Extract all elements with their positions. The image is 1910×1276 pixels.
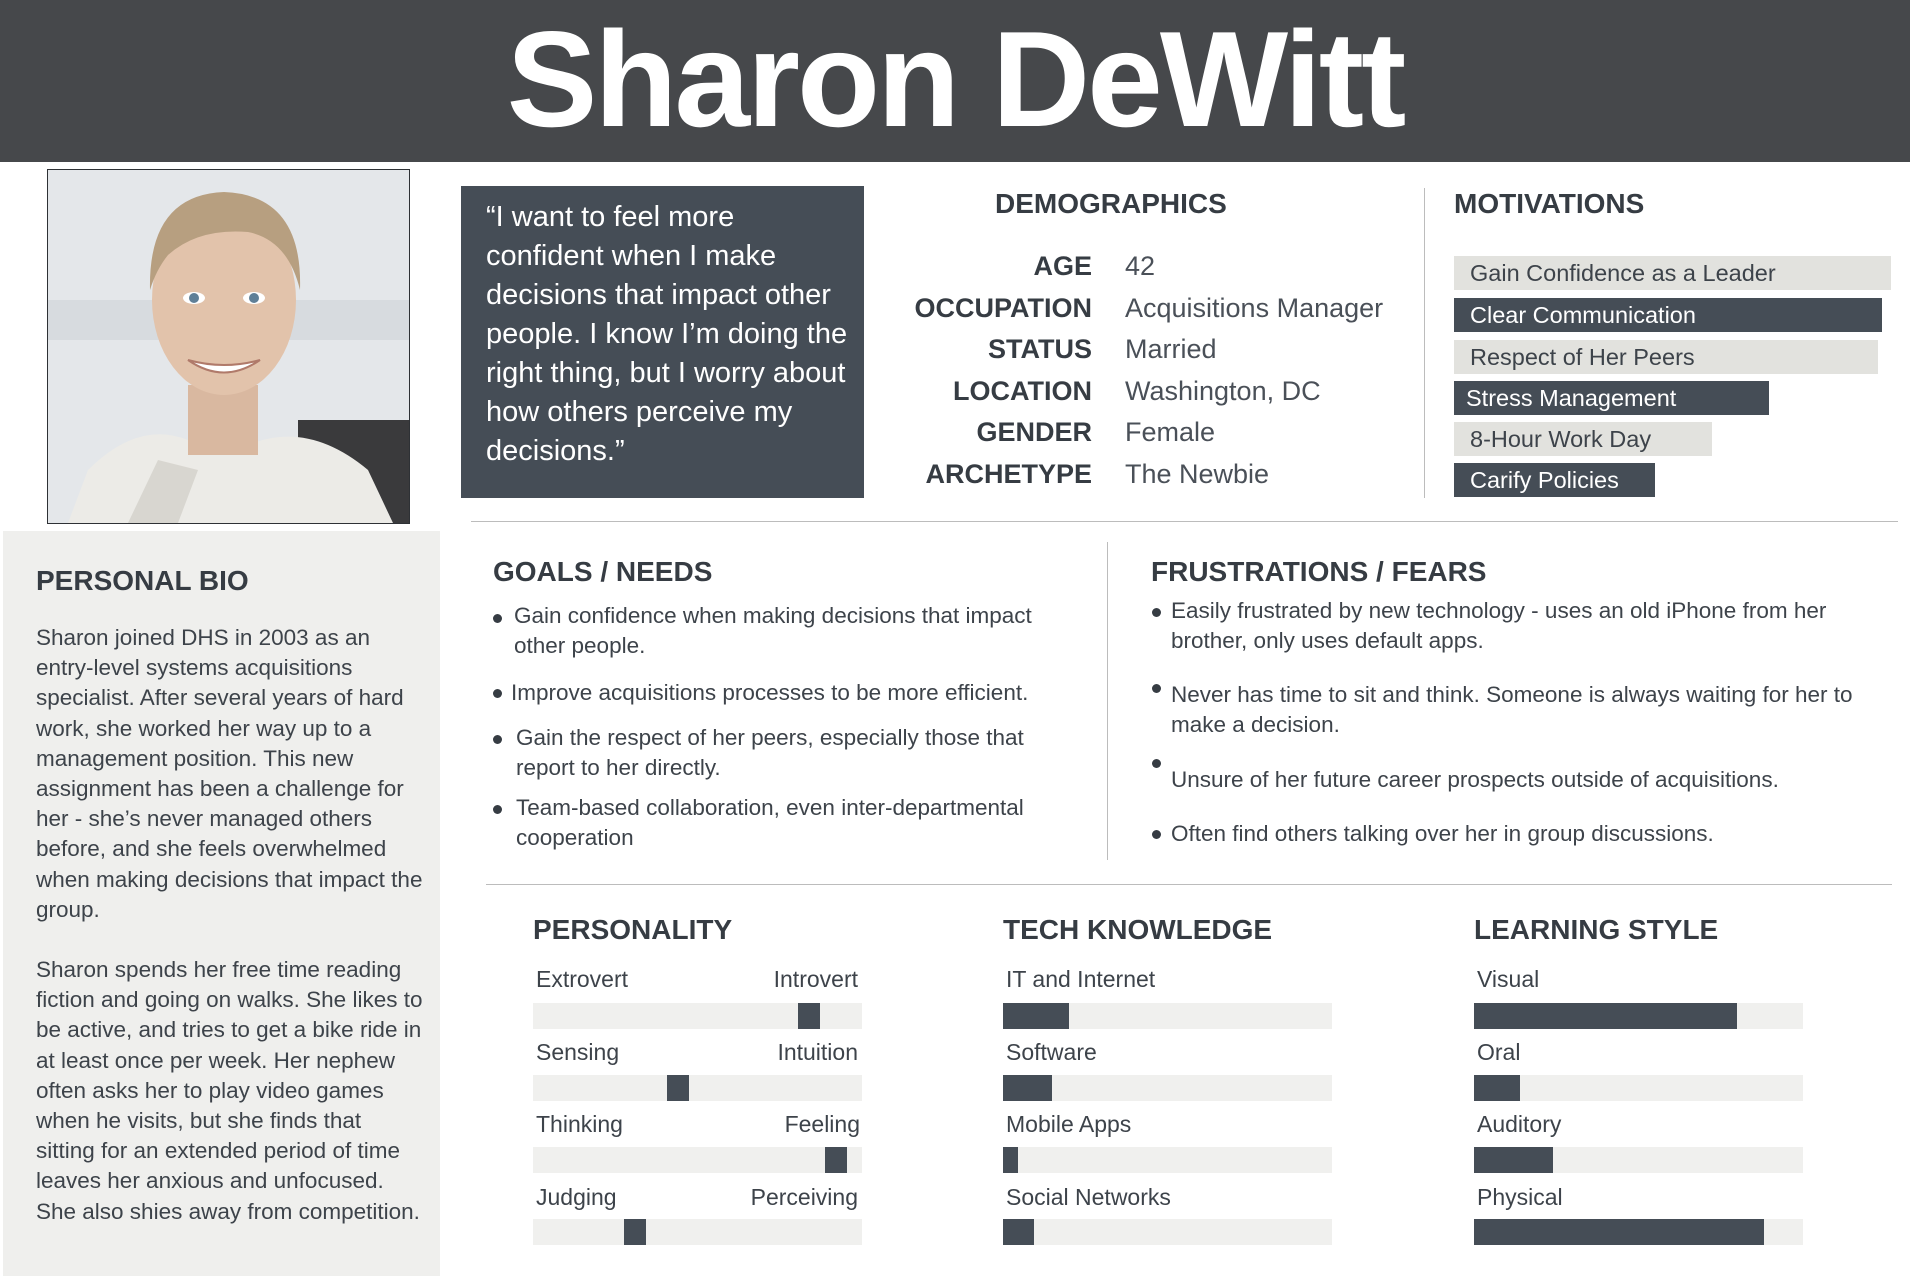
motivations-title: MOTIVATIONS xyxy=(1454,188,1645,219)
demographics-label: LOCATION xyxy=(953,375,1092,406)
tech-track xyxy=(1003,1075,1332,1101)
demographics-row xyxy=(880,329,1420,371)
demographics-row xyxy=(880,454,1420,496)
bullet-icon xyxy=(1152,608,1161,617)
learning-track xyxy=(1474,1147,1803,1173)
personality-marker xyxy=(667,1075,689,1101)
quote-box xyxy=(461,186,864,498)
personality-left-label: Extrovert xyxy=(536,966,629,992)
motivation-bar: Stress Management xyxy=(1454,381,1769,415)
learning-fill xyxy=(1474,1219,1764,1245)
demographics-label: STATUS xyxy=(988,334,1092,365)
demographics-value: Married xyxy=(1125,334,1217,365)
bullet-icon xyxy=(1152,684,1161,693)
bullet-icon xyxy=(493,735,502,744)
personality-marker xyxy=(798,1003,820,1029)
bullet-icon xyxy=(493,689,502,698)
demographics-title: DEMOGRAPHICS xyxy=(995,188,1227,219)
learning-track xyxy=(1474,1075,1803,1101)
bio-title: PERSONAL BIO xyxy=(36,565,249,596)
personal-bio-panel xyxy=(3,531,440,1276)
frustrations-title: FRUSTRATIONS / FEARS xyxy=(1151,556,1487,587)
demographics-value: Female xyxy=(1125,417,1216,448)
demographics-value: The Newbie xyxy=(1125,458,1270,489)
personality-title: PERSONALITY xyxy=(533,914,733,945)
learning-track xyxy=(1474,1003,1803,1029)
bullet-icon xyxy=(1152,830,1161,839)
goal-item: Gain the respect of her peers, especially those that report to her directly. xyxy=(516,725,1024,780)
personality-track xyxy=(533,1003,862,1029)
demographics-label: AGE xyxy=(1033,251,1092,282)
learning-fill xyxy=(1474,1147,1553,1173)
demographics-row xyxy=(880,371,1420,413)
persona-name: Sharon DeWitt xyxy=(506,3,1404,155)
personality-left-label: Thinking xyxy=(536,1111,623,1137)
personality-left-label: Judging xyxy=(536,1184,617,1210)
tech-label: Social Networks xyxy=(1006,1184,1171,1210)
bio-paragraph-1: Sharon joined DHS in 2003 as an entry-level systems acquisitions specialist. After several years of hard work, she worked her way up to a management position. This new assignment has been a challenge for her - she’s never managed others before, and she feels overwhelmed when making decisions that impact the group. xyxy=(36,625,423,922)
frustration-item: Easily frustrated by new technology - uses an old iPhone from her brother, only uses default apps. xyxy=(1171,598,1827,653)
divider-horizontal xyxy=(486,884,1892,885)
demographics-value: Washington, DC xyxy=(1125,375,1321,406)
tech-fill xyxy=(1003,1003,1069,1029)
quote-text: “I want to feel more confident when I make decisions that impact other people. I know I’m doing the right thing, but I worry about how others perceive my decisions.” xyxy=(486,201,848,467)
bullet-icon xyxy=(1152,759,1161,768)
personality-right-label: Feeling xyxy=(784,1111,860,1137)
divider-horizontal xyxy=(471,521,1898,522)
tech-label: IT and Internet xyxy=(1006,966,1156,992)
motivation-bar: 8-Hour Work Day xyxy=(1454,422,1712,456)
learning-track xyxy=(1474,1219,1803,1245)
divider-vertical xyxy=(1107,542,1108,860)
learning-label: Auditory xyxy=(1477,1111,1562,1137)
personality-right-label: Intuition xyxy=(777,1039,858,1065)
portrait-photo-icon xyxy=(48,170,409,523)
tech-fill xyxy=(1003,1075,1052,1101)
personality-marker xyxy=(825,1147,847,1173)
tech-fill xyxy=(1003,1147,1018,1173)
demographics-label: OCCUPATION xyxy=(914,292,1092,323)
portrait-photo xyxy=(47,169,410,524)
tech-knowledge-title: TECH KNOWLEDGE xyxy=(1003,914,1273,945)
demographics-value: Acquisitions Manager xyxy=(1125,292,1384,323)
personality-track xyxy=(533,1147,862,1173)
bullet-icon xyxy=(493,805,502,814)
demographics-row xyxy=(880,412,1420,454)
personality-marker xyxy=(624,1219,646,1245)
tech-track xyxy=(1003,1219,1332,1245)
demographics-table xyxy=(880,246,1420,495)
learning-fill xyxy=(1474,1075,1520,1101)
motivation-bar: Carify Policies xyxy=(1454,463,1655,497)
goals-title: GOALS / NEEDS xyxy=(493,556,713,587)
goal-item: Improve acquisitions processes to be more efficient. xyxy=(511,680,1029,705)
demographics-row xyxy=(880,246,1420,288)
frustration-item: Never has time to sit and think. Someone is always waiting for her to make a decision. xyxy=(1171,682,1853,737)
motivation-bar: Clear Communication xyxy=(1454,298,1882,332)
demographics-label: ARCHETYPE xyxy=(925,458,1092,489)
tech-label: Mobile Apps xyxy=(1006,1111,1132,1137)
tech-track xyxy=(1003,1003,1332,1029)
bio-paragraph-2: Sharon spends her free time reading fiction and going on walks. She likes to be active, and tries to get a bike ride in at least once per week. Her nephew often asks her to play video games when he visits, but she finds that sitting for an extended period of time leaves her anxious and unfocused. She also shies away from competition. xyxy=(36,957,423,1224)
demographics-label: GENDER xyxy=(976,417,1092,448)
personality-track xyxy=(533,1219,862,1245)
frustration-item: Often find others talking over her in group discussions. xyxy=(1171,821,1714,846)
goal-item: Gain confidence when making decisions that impact other people. xyxy=(514,603,1032,658)
demographics-value: 42 xyxy=(1125,251,1156,282)
tech-label: Software xyxy=(1006,1039,1097,1065)
goal-item: Team-based collaboration, even inter-departmental cooperation xyxy=(516,795,1024,850)
personality-right-label: Introvert xyxy=(773,966,858,992)
personality-track xyxy=(533,1075,862,1101)
demographics-row xyxy=(880,288,1420,330)
learning-label: Visual xyxy=(1477,966,1540,992)
learning-fill xyxy=(1474,1003,1737,1029)
bio-text xyxy=(36,623,426,1257)
personality-right-label: Perceiving xyxy=(750,1184,858,1210)
learning-label: Oral xyxy=(1477,1039,1521,1065)
learning-style-title: LEARNING STYLE xyxy=(1474,914,1719,945)
divider-vertical xyxy=(1424,188,1425,498)
learning-label: Physical xyxy=(1477,1184,1563,1210)
personality-left-label: Sensing xyxy=(536,1039,620,1065)
bullet-icon xyxy=(493,614,502,623)
tech-fill xyxy=(1003,1219,1034,1245)
motivation-bar: Gain Confidence as a Leader xyxy=(1454,256,1891,290)
tech-track xyxy=(1003,1147,1332,1173)
frustration-item: Unsure of her future career prospects outside of acquisitions. xyxy=(1171,767,1779,792)
header-banner xyxy=(0,0,1910,162)
motivation-bar: Respect of Her Peers xyxy=(1454,340,1878,374)
